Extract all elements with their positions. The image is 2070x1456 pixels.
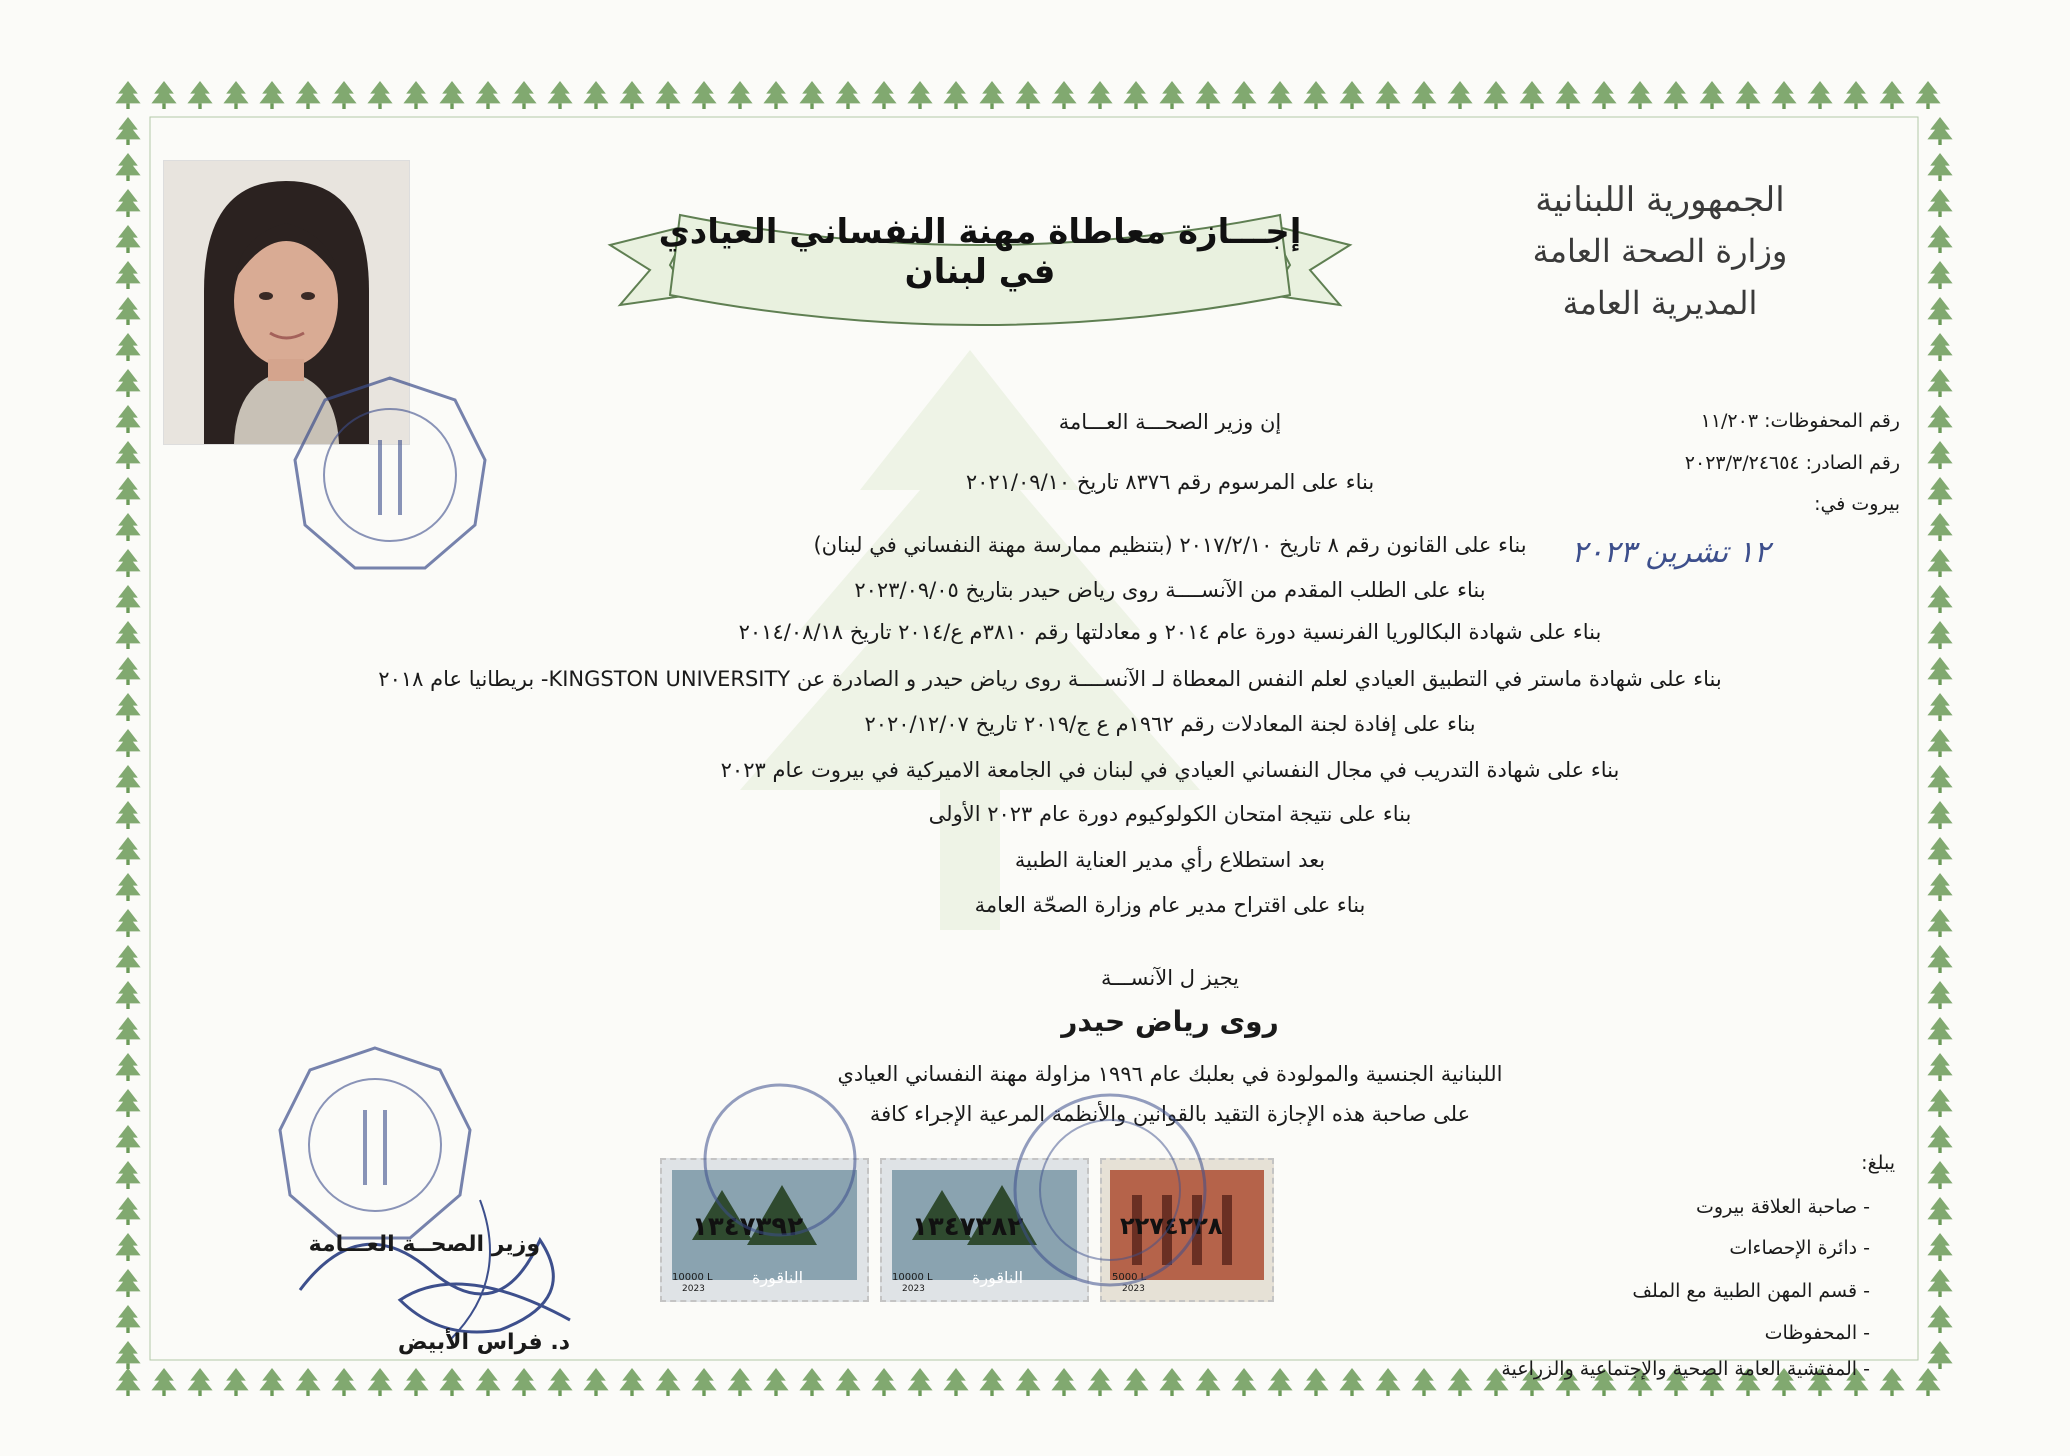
cedar-border-motif	[907, 1368, 932, 1396]
cedar-border-motif	[115, 225, 140, 253]
cedar-border-motif	[115, 1305, 140, 1333]
cedar-border-motif	[727, 1368, 752, 1396]
cedar-border-motif	[1927, 1269, 1952, 1297]
cedar-border-motif	[1927, 513, 1952, 541]
distribution-heading: يبلغ:	[1861, 1152, 1895, 1174]
cedar-border-motif	[1927, 441, 1952, 469]
cedar-border-motif	[1231, 1368, 1256, 1396]
cedar-border-motif	[115, 1341, 140, 1369]
beirut-date-label: بيروت في:	[1814, 493, 1900, 515]
cedar-border-motif	[1927, 585, 1952, 613]
cedar-border-motif	[1927, 801, 1952, 829]
cedar-border-motif	[115, 657, 140, 685]
cedar-border-motif	[1927, 405, 1952, 433]
cedar-border-motif	[1051, 1368, 1076, 1396]
stamp-1-value: 10000 L	[672, 1272, 713, 1283]
cedar-border-motif	[727, 81, 752, 109]
body-line-5: بناء على شهادة ماستر في التطبيق العيادي لعلم النفس المعطاة لـ الآنســــة روى رياض حيدر و الصادرة عن KINGSTON UNIVERSITY- بريطانيا عام ٢٠١٨	[378, 667, 1722, 691]
cedar-border-motif	[1927, 909, 1952, 937]
cedar-border-motif	[1663, 81, 1688, 109]
distribution-item-4: - المحفوظات	[1764, 1322, 1870, 1344]
cedar-border-motif	[115, 1089, 140, 1117]
cedar-border-motif	[1591, 81, 1616, 109]
cedar-border-motif	[979, 1368, 1004, 1396]
cedar-border-motif	[691, 1368, 716, 1396]
cedar-border-motif	[1159, 81, 1184, 109]
cedar-border-motif	[835, 1368, 860, 1396]
cedar-border-motif	[943, 81, 968, 109]
cedar-border-motif	[115, 477, 140, 505]
holder-name: روى رياض حيدر	[1061, 1005, 1279, 1038]
cedar-border-motif	[1627, 81, 1652, 109]
cedar-border-motif	[475, 1368, 500, 1396]
cedar-border-motif	[439, 1368, 464, 1396]
cedar-border-motif	[1927, 225, 1952, 253]
cedar-border-motif	[223, 81, 248, 109]
cedar-border-motif	[1411, 81, 1436, 109]
cancellation-seals	[690, 1080, 1290, 1300]
cedar-border-motif	[115, 1233, 140, 1261]
body-line-2: بناء على القانون رقم ٨ تاريخ ٢٠١٧/٢/١٠ (بتنظيم ممارسة مهنة النفساني في لبنان)	[813, 533, 1527, 557]
cedar-border-motif	[1735, 81, 1760, 109]
cedar-border-motif	[1927, 549, 1952, 577]
cedar-border-motif	[1927, 657, 1952, 685]
cedar-border-motif	[115, 909, 140, 937]
cedar-border-motif	[1927, 1089, 1952, 1117]
cedar-border-motif	[943, 1368, 968, 1396]
cedar-border-motif	[115, 1053, 140, 1081]
cedar-border-motif	[1303, 81, 1328, 109]
cedar-border-motif	[1927, 693, 1952, 721]
cedar-border-motif	[295, 81, 320, 109]
cedar-border-motif	[1927, 369, 1952, 397]
cedar-border-motif	[1231, 81, 1256, 109]
minister-intro: إن وزير الصحـــة العـــامة	[1058, 410, 1282, 434]
cedar-border-motif	[583, 1368, 608, 1396]
cedar-border-motif	[1927, 765, 1952, 793]
cedar-border-motif	[1915, 81, 1940, 109]
cedar-border-motif	[1927, 1125, 1952, 1153]
cedar-border-motif	[1927, 189, 1952, 217]
stamp-2-number: ١٣٤٧٣٨٢	[912, 1212, 1024, 1242]
cedar-border-motif	[259, 1368, 284, 1396]
cedar-border-motif	[619, 1368, 644, 1396]
cedar-border-motif	[871, 81, 896, 109]
cedar-border-motif	[115, 945, 140, 973]
cedar-border-motif	[115, 693, 140, 721]
cedar-border-motif	[115, 981, 140, 1009]
cedar-border-motif	[1447, 1368, 1472, 1396]
ministry-seal-top	[285, 370, 495, 580]
stamp-3-value: 5000 L	[1112, 1272, 1147, 1283]
cedar-border-motif	[799, 81, 824, 109]
cedar-border-motif	[1915, 1368, 1940, 1396]
cedar-border-motif	[187, 1368, 212, 1396]
cedar-border-motif	[1015, 81, 1040, 109]
cedar-border-motif	[115, 873, 140, 901]
cedar-border-motif	[1927, 837, 1952, 865]
cedar-border-motif	[151, 81, 176, 109]
distribution-item-1: - صاحبة العلاقة بيروت	[1696, 1196, 1870, 1218]
cedar-border-motif	[115, 1197, 140, 1225]
cedar-border-motif	[1267, 81, 1292, 109]
stamp-3-number: ٢٢٧٤٢٢٨	[1120, 1212, 1223, 1240]
cedar-border-motif	[223, 1368, 248, 1396]
cedar-border-motif	[1927, 1161, 1952, 1189]
cedar-border-motif	[1927, 477, 1952, 505]
cedar-border-motif	[1927, 729, 1952, 757]
cedar-border-motif	[115, 1125, 140, 1153]
cedar-border-motif	[1411, 1368, 1436, 1396]
cedar-border-motif	[1339, 1368, 1364, 1396]
cedar-border-motif	[115, 189, 140, 217]
permits-text: يجيز ل الآنســـة	[1100, 966, 1240, 990]
cedar-border-motif	[1087, 81, 1112, 109]
cedar-border-motif	[655, 1368, 680, 1396]
cedar-border-motif	[1375, 81, 1400, 109]
cedar-border-motif	[1927, 1197, 1952, 1225]
cedar-border-motif	[115, 1269, 140, 1297]
cedar-border-motif	[331, 81, 356, 109]
handwritten-signature	[280, 1180, 600, 1350]
cedar-border-motif	[835, 81, 860, 109]
cedar-border-motif	[115, 1017, 140, 1045]
cedar-border-motif	[1051, 81, 1076, 109]
cedar-border-motif	[331, 1368, 356, 1396]
cedar-border-motif	[1195, 1368, 1220, 1396]
cedar-border-motif	[1927, 1305, 1952, 1333]
distribution-item-5: - المفتشية العامة الصحية والإجتماعية والزراعية	[1501, 1358, 1870, 1380]
cedar-border-motif	[619, 81, 644, 109]
cedar-border-motif	[1927, 297, 1952, 325]
stamp-3-year: 2023	[1122, 1284, 1145, 1294]
cedar-border-motif	[511, 1368, 536, 1396]
cedar-border-motif	[115, 837, 140, 865]
cedar-border-motif	[115, 765, 140, 793]
cedar-border-motif	[1927, 333, 1952, 361]
cedar-border-motif	[871, 1368, 896, 1396]
cedar-border-motif	[1927, 1233, 1952, 1261]
cedar-border-motif	[295, 1368, 320, 1396]
body-line-10: بناء على اقتراح مدير عام وزارة الصحّة العامة	[974, 893, 1366, 917]
cedar-border-motif	[115, 297, 140, 325]
cedar-border-motif	[763, 1368, 788, 1396]
cedar-border-motif	[1927, 1017, 1952, 1045]
cedar-border-motif	[799, 1368, 824, 1396]
body-line-8: بناء على نتيجة امتحان الكولوكيوم دورة عام ٢٠٢٣ الأولى	[928, 802, 1412, 826]
cedar-border-motif	[1699, 81, 1724, 109]
cedar-border-motif	[115, 585, 140, 613]
cedar-border-motif	[187, 81, 212, 109]
cedar-border-motif	[151, 1368, 176, 1396]
distribution-item-2: - دائرة الإحصاءات	[1729, 1237, 1870, 1259]
cedar-border-motif	[1927, 981, 1952, 1009]
ministry-line-3: المديرية العامة	[1562, 284, 1758, 322]
outgoing-number: رقم الصادر: ٢٠٢٣/٣/٢٤٦٥٤	[1684, 452, 1900, 474]
archive-number: رقم المحفوظات: ١١/٢٠٣	[1700, 410, 1900, 432]
ministry-line-1: الجمهورية اللبنانية	[1535, 180, 1785, 220]
cedar-border-motif	[979, 81, 1004, 109]
stamp-2-year: 2023	[902, 1284, 925, 1294]
cedar-border-motif	[115, 441, 140, 469]
certificate-title: إجـــازة معاطاة مهنة النفساني العيادي في لبنان	[658, 212, 1302, 292]
cedar-border-motif	[115, 801, 140, 829]
condition-line: على صاحبة هذه الإجازة التقيد بالقوانين والأنظمة المرعية الإجراء كافة	[869, 1102, 1471, 1126]
cedar-border-motif	[1843, 81, 1868, 109]
cedar-border-motif	[115, 153, 140, 181]
cedar-border-motif	[1267, 1368, 1292, 1396]
cedar-border-motif	[1771, 81, 1796, 109]
cedar-border-motif	[115, 1368, 140, 1396]
cedar-border-motif	[115, 621, 140, 649]
cedar-border-motif	[367, 81, 392, 109]
cedar-border-motif	[1927, 621, 1952, 649]
cedar-border-motif	[1447, 81, 1472, 109]
cedar-border-motif	[115, 81, 140, 109]
cedar-border-motif	[475, 81, 500, 109]
cedar-border-motif	[1303, 1368, 1328, 1396]
cedar-border-motif	[115, 729, 140, 757]
cedar-border-motif	[511, 81, 536, 109]
cedar-border-motif	[1195, 81, 1220, 109]
cedar-border-motif	[547, 1368, 572, 1396]
cedar-border-motif	[403, 81, 428, 109]
cedar-border-motif	[1555, 81, 1580, 109]
stamp-1-number: ١٣٤٧٣٩٢	[692, 1212, 804, 1242]
cedar-border-motif	[115, 513, 140, 541]
cedar-border-motif	[1159, 1368, 1184, 1396]
cedar-border-motif	[1879, 81, 1904, 109]
cedar-border-motif	[115, 369, 140, 397]
body-line-7: بناء على شهادة التدريب في مجال النفساني العيادي في لبنان في الجامعة الاميركية في بيروت عام ٢٠٢٣	[720, 758, 1620, 782]
cedar-border-motif	[1483, 81, 1508, 109]
body-line-4: بناء على شهادة البكالوريا الفرنسية دورة عام ٢٠١٤ و معادلتها رقم ٣٨١٠م ع/٢٠١٤ تاريخ ٢٠١٤/٠٨/١٨	[738, 620, 1602, 644]
cedar-border-motif	[691, 81, 716, 109]
cedar-border-motif	[403, 1368, 428, 1396]
cedar-border-motif	[1927, 873, 1952, 901]
cedar-border-motif	[1927, 153, 1952, 181]
cedar-border-motif	[259, 81, 284, 109]
cedar-border-motif	[1087, 1368, 1112, 1396]
cedar-border-motif	[115, 117, 140, 145]
cedar-border-motif	[115, 405, 140, 433]
cedar-border-motif	[367, 1368, 392, 1396]
body-line-6: بناء على إفادة لجنة المعادلات رقم ١٩٦٢م ع ج/٢٠١٩ تاريخ ٢٠٢٠/١٢/٠٧	[864, 712, 1476, 736]
cedar-border-motif	[583, 81, 608, 109]
cedar-border-motif	[547, 81, 572, 109]
stamp-1-place: الناقورة	[752, 1268, 804, 1287]
cedar-border-motif	[1927, 945, 1952, 973]
body-line-1: بناء على المرسوم رقم ٨٣٧٦ تاريخ ٢٠٢١/٠٩/١٠	[965, 470, 1375, 494]
cedar-border-motif	[1375, 1368, 1400, 1396]
cedar-border-motif	[1123, 81, 1148, 109]
body-line-3: بناء على الطلب المقدم من الآنســــة روى رياض حيدر بتاريخ ٢٠٢٣/٠٩/٠٥	[854, 578, 1486, 602]
cedar-border-motif	[1339, 81, 1364, 109]
ministry-line-2: وزارة الصحة العامة	[1532, 232, 1788, 270]
handwritten-date: ١٢ تشرين ٢٠٢٣	[1571, 535, 1770, 570]
cedar-border-motif	[1927, 1053, 1952, 1081]
signatory-title: وزير الصحــة العـــامة	[308, 1232, 540, 1257]
cedar-border-motif	[1879, 1368, 1904, 1396]
cedar-border-motif	[115, 333, 140, 361]
cedar-border-motif	[115, 1161, 140, 1189]
stamp-2-value: 10000 L	[892, 1272, 933, 1283]
cedar-border-motif	[1927, 1341, 1952, 1369]
cedar-border-motif	[907, 81, 932, 109]
cedar-border-motif	[115, 261, 140, 289]
stamp-1-year: 2023	[682, 1284, 705, 1294]
cedar-border-motif	[439, 81, 464, 109]
stamp-2-place: الناقورة	[972, 1268, 1024, 1287]
cedar-border-motif	[115, 549, 140, 577]
cedar-border-motif	[1015, 1368, 1040, 1396]
cedar-border-motif	[1123, 1368, 1148, 1396]
cedar-border-motif	[763, 81, 788, 109]
cedar-border-motif	[1807, 81, 1832, 109]
signatory-name: د. فراس الأبيض	[397, 1330, 570, 1355]
cedar-border-motif	[655, 81, 680, 109]
distribution-item-3: - قسم المهن الطبية مع الملف	[1632, 1280, 1870, 1302]
body-line-9: بعد استطلاع رأي مدير العناية الطبية	[1014, 848, 1326, 872]
cedar-border-motif	[1927, 117, 1952, 145]
nationality-line: اللبنانية الجنسية والمولودة في بعلبك عام ١٩٩٦ مزاولة مهنة النفساني العيادي	[837, 1062, 1503, 1086]
cedar-border-motif	[1519, 81, 1544, 109]
cedar-border-motif	[1927, 261, 1952, 289]
